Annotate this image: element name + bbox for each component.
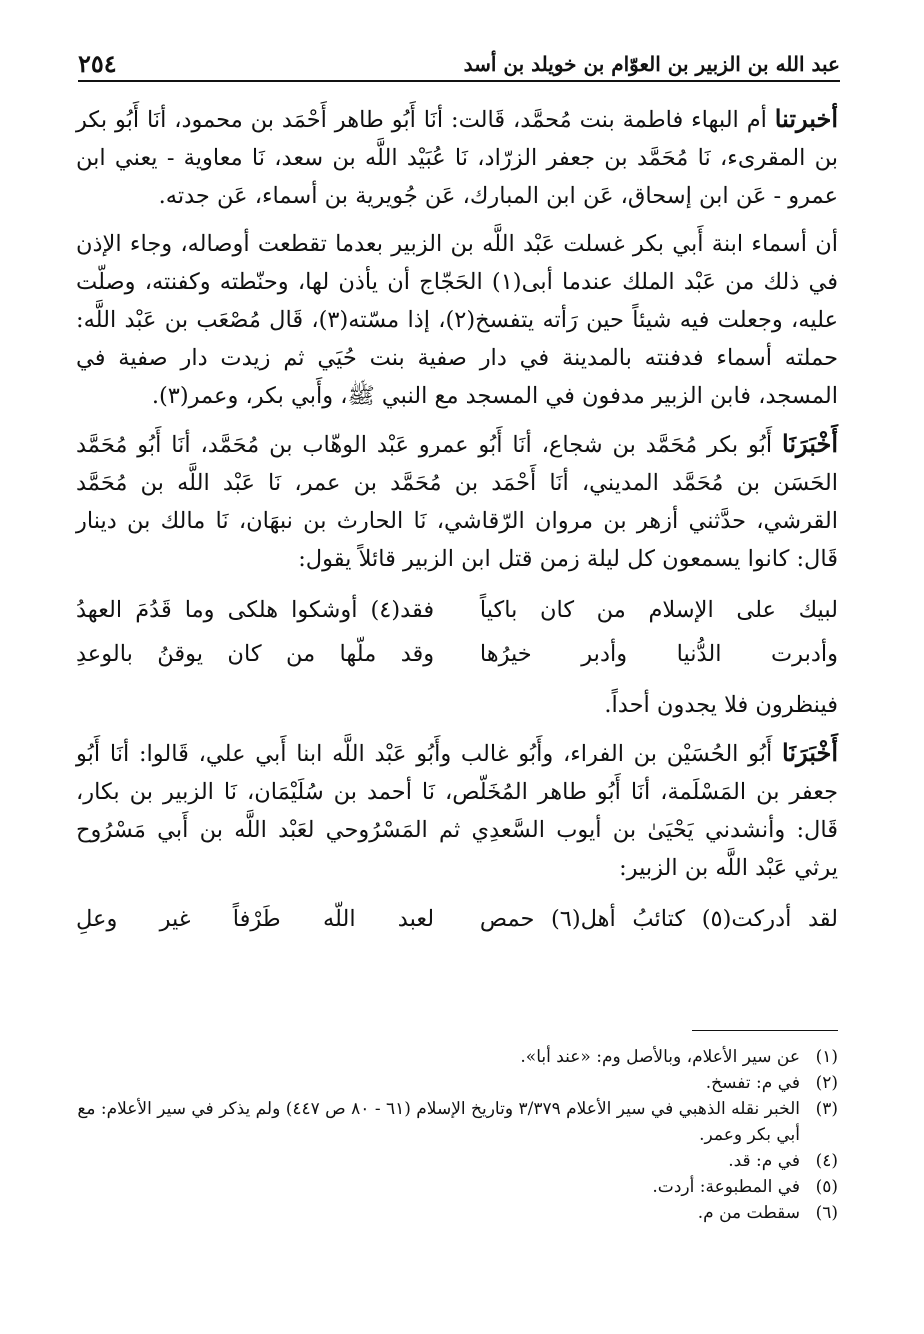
footnote-text: سقطت من م. bbox=[697, 1203, 800, 1223]
after-poem-line: فينظرون فلا يجدون أحداً. bbox=[604, 692, 838, 718]
main-text bbox=[76, 100, 838, 951]
paragraph-text: أم البهاء فاطمة بنت مُحمَّد، قَالت: أنَا أَبُو طاهر أَحْمَد بن محمود، أنَا أَبُو بكر بن المقرىء، نَا مُحَمَّد بن جعفر الزرّاد، نَا عُبَيْد اللَّه بن سعد، نَا معاوية - يعني ابن عمرو - عَن ابن إسحاق، عَن ابن المبارك، عَن جُويرية بن أسماء، عَن جدته. bbox=[76, 107, 838, 209]
paragraph-3 bbox=[76, 425, 838, 578]
footnote-separator bbox=[692, 1030, 838, 1031]
verse bbox=[76, 897, 838, 941]
footnotes bbox=[76, 1044, 838, 1226]
footnote-text: عن سير الأعلام، وبالأصل وم: «عند أبا». bbox=[520, 1047, 800, 1067]
verse-first-hemistich: لبيك على الإسلام من كان باكياً bbox=[479, 597, 838, 623]
poem-2 bbox=[76, 897, 838, 941]
verse-second-hemistich: فقد(٤) أوشكوا هلكى وما قَدُمَ العهدُ bbox=[76, 597, 435, 623]
verse bbox=[76, 588, 838, 632]
page-number: ٢٥٤ bbox=[78, 49, 117, 78]
footnote bbox=[76, 1096, 838, 1148]
footnote bbox=[76, 1044, 838, 1070]
paragraph-lead: أخبرتنا bbox=[774, 104, 838, 133]
paragraph-text: أن أسماء ابنة أَبي بكر غسلت عَبْد اللَّه بن الزبير بعدما تقطعت أوصاله، وجاء الإذن في ذلك من عَبْد الملك عندما أبى(١) الحَجّاج أن يأذن لها، وحنّطته وكفنته، وصلّت عليه، وجعلت فيه شيئاً حين رَأته يتفسخ(٢)، إذا مسّته(٣)، قَال مُصْعَب بن عَبْد اللَّه: حملته أسماء فدفنته بالمدينة في دار صفية بنت حُيَي ثم زيدت دار صفية في المسجد، فابن الزبير مدفون في المسجد مع النبي ﷺ، وأَبي بكر، وعمر(٣). bbox=[76, 231, 839, 409]
verse-first-hemistich: وأدبرت الدُّنيا وأدبر خيرُها bbox=[479, 641, 838, 667]
paragraph-text: أَبُو الحُسَيْن بن الفراء، وأَبُو غالب وأَبُو عَبْد اللَّه ابنا أَبي علي، قَالوا: أنَا أَبُو جعفر بن المَسْلَمة، أنَا أَبُو طاهر المُخَلّص، نَا أحمد بن سُلَيْمَان، نَا الزبير بن بكار، قَال: وأنشدني يَحْيَىٰ بن أيوب السَّعدِي ثم المَسْرُوحي لعَبْد اللَّه بن أَبي مَسْرُوح يرثي عَبْد اللَّه بن الزبير: bbox=[76, 741, 838, 881]
paragraph-text: أَبُو بكر مُحَمَّد بن شجاع، أنَا أَبُو عمرو عَبْد الوهّاب بن مُحَمَّد، أنَا أَبُو مُحَمَّد الحَسَن بن مُحَمَّد المديني، أنَا أَحْمَد بن مُحَمَّد بن عمر، نَا عَبْد اللَّه بن مُحَمَّد القرشي، حدَّثني أزهر بن مروان الرّقاشي، نَا الحارث بن نبهَان، نَا مالك بن دينار قَال: كانوا يسمعون كل ليلة زمن قتل ابن الزبير قائلاً يقول: bbox=[76, 432, 838, 572]
poem-1 bbox=[76, 588, 838, 676]
footnote-number: (٥) bbox=[815, 1177, 838, 1197]
footnote-number: (١) bbox=[815, 1047, 838, 1067]
paragraph-4 bbox=[76, 734, 838, 887]
footnote-text: في م: قد. bbox=[728, 1151, 800, 1171]
paragraph-1 bbox=[76, 100, 838, 215]
verse-first-hemistich: لقد أدركت(٥) كتائبُ أهل(٦) حمص bbox=[479, 906, 839, 932]
footnote bbox=[76, 1174, 838, 1200]
running-title: عبد الله بن الزبير بن العوّام بن خويلد بن أسد bbox=[463, 52, 840, 76]
footnote bbox=[76, 1148, 838, 1174]
paragraph-2 bbox=[76, 225, 838, 415]
verse-second-hemistich: لعبد اللّه طَرْفاً غير وعلِ bbox=[76, 906, 435, 932]
paragraph-lead: أَخْبَرَنَا bbox=[782, 738, 838, 767]
verse bbox=[76, 632, 838, 676]
footnote bbox=[76, 1070, 838, 1096]
footnote bbox=[76, 1200, 838, 1226]
footnote-number: (٣) bbox=[815, 1099, 838, 1119]
footnote-number: (٢) bbox=[815, 1073, 838, 1093]
page-header bbox=[78, 44, 840, 82]
footnote-text: في المطبوعة: أردت. bbox=[652, 1177, 800, 1197]
paragraph-lead: أَخْبَرَنَا bbox=[782, 429, 838, 458]
footnote-number: (٤) bbox=[815, 1151, 838, 1171]
verse-second-hemistich: وقد ملّها من كان يوقنُ بالوعدِ bbox=[76, 641, 435, 667]
footnote-text: في م: تفسخ. bbox=[705, 1073, 800, 1093]
footnote-text: الخبر نقله الذهبي في سير الأعلام ٣/٣٧٩ وتاريخ الإسلام (٦١ - ٨٠ ص ٤٤٧) ولم يذكر في سير الأعلام: مع أبي بكر وعمر. bbox=[77, 1099, 800, 1145]
footnote-number: (٦) bbox=[815, 1203, 838, 1223]
